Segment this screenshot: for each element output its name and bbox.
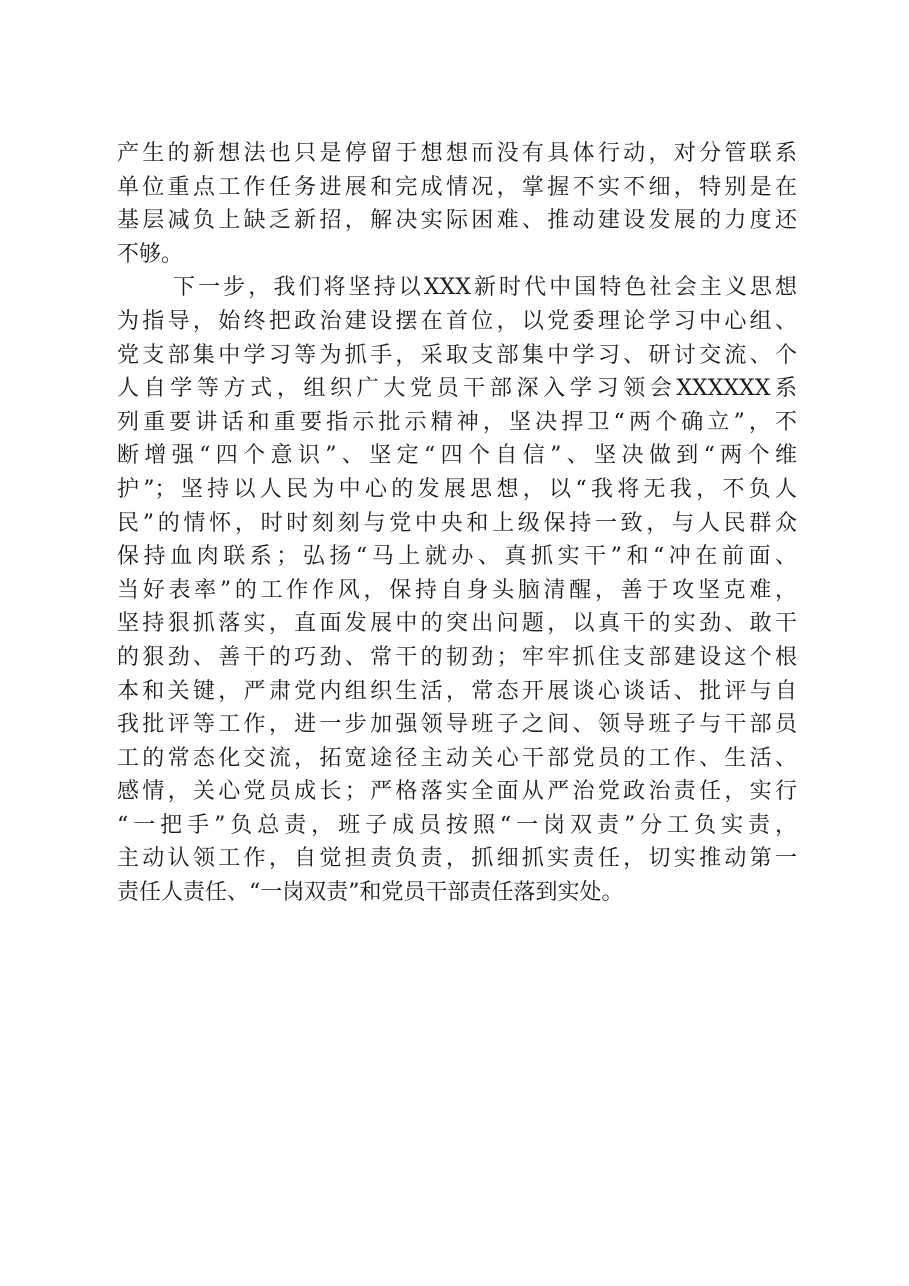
text-line: 我批评等工作，进一步加强领导班子之间、领导班子与干部员 <box>117 712 797 738</box>
text-line: 人自学等方式，组织广大党员干部深入学习领会XXXXXX系 <box>117 376 797 402</box>
text-line: 责任人责任、“一岗双责”和党员干部责任落到实处。 <box>117 880 624 906</box>
text-line: 列重要讲话和重要指示批示精神，坚决捍卫“两个确立”，不 <box>117 409 797 435</box>
text-line: “一把手”负总责，班子成员按照“一岗双责”分工负实责， <box>117 812 797 838</box>
text-line: 产生的新想法也只是停留于想想而没有具体行动，对分管联系 <box>117 141 797 166</box>
text-line: 不够。 <box>117 241 184 267</box>
text-line: 工的常态化交流，拓宽途径主动关心干部党员的工作、生活、 <box>117 745 797 771</box>
text-line: 的狠劲、善干的巧劲、常干的韧劲；牢牢抓住支部建设这个根 <box>117 644 797 670</box>
paragraph-1 <box>117 137 797 271</box>
text-line: 本和关键，严肃党内组织生活，常态开展谈心谈话、批评与自 <box>117 678 797 704</box>
text-line: 下一步，我们将坚持以XXX新时代中国特色社会主义思想 <box>173 275 797 301</box>
text-line: 坚持狠抓落实，直面发展中的突出问题，以真干的实劲、敢干 <box>117 611 797 637</box>
text-line: 护”；坚持以人民为中心的发展思想，以“我将无我，不负人 <box>117 476 797 502</box>
document-body <box>117 137 797 910</box>
text-line: 当好表率”的工作作风，保持自身头脑清醒，善于攻坚克难， <box>117 577 797 603</box>
text-line: 单位重点工作任务进展和完成情况，掌握不实不细，特别是在 <box>117 174 797 200</box>
paragraph-2 <box>117 271 797 909</box>
text-line: 感情，关心党员成长；严格落实全面从严治党政治责任，实行 <box>117 779 797 805</box>
text-line: 基层减负上缺乏新招，解决实际困难、推动建设发展的力度还 <box>117 208 797 234</box>
text-line: 断增强“四个意识”、坚定“四个自信”、坚决做到“两个维 <box>117 443 797 469</box>
text-line: 为指导，始终把政治建设摆在首位，以党委理论学习中心组、 <box>117 308 797 334</box>
text-line: 保持血肉联系；弘扬“马上就办、真抓实干”和“冲在前面、 <box>117 544 797 570</box>
text-line: 民”的情怀，时时刻刻与党中央和上级保持一致，与人民群众 <box>117 510 797 536</box>
text-line: 党支部集中学习等为抓手，采取支部集中学习、研讨交流、个 <box>117 342 797 368</box>
text-line: 主动认领工作，自觉担责负责，抓细抓实责任，切实推动第一 <box>117 846 797 872</box>
